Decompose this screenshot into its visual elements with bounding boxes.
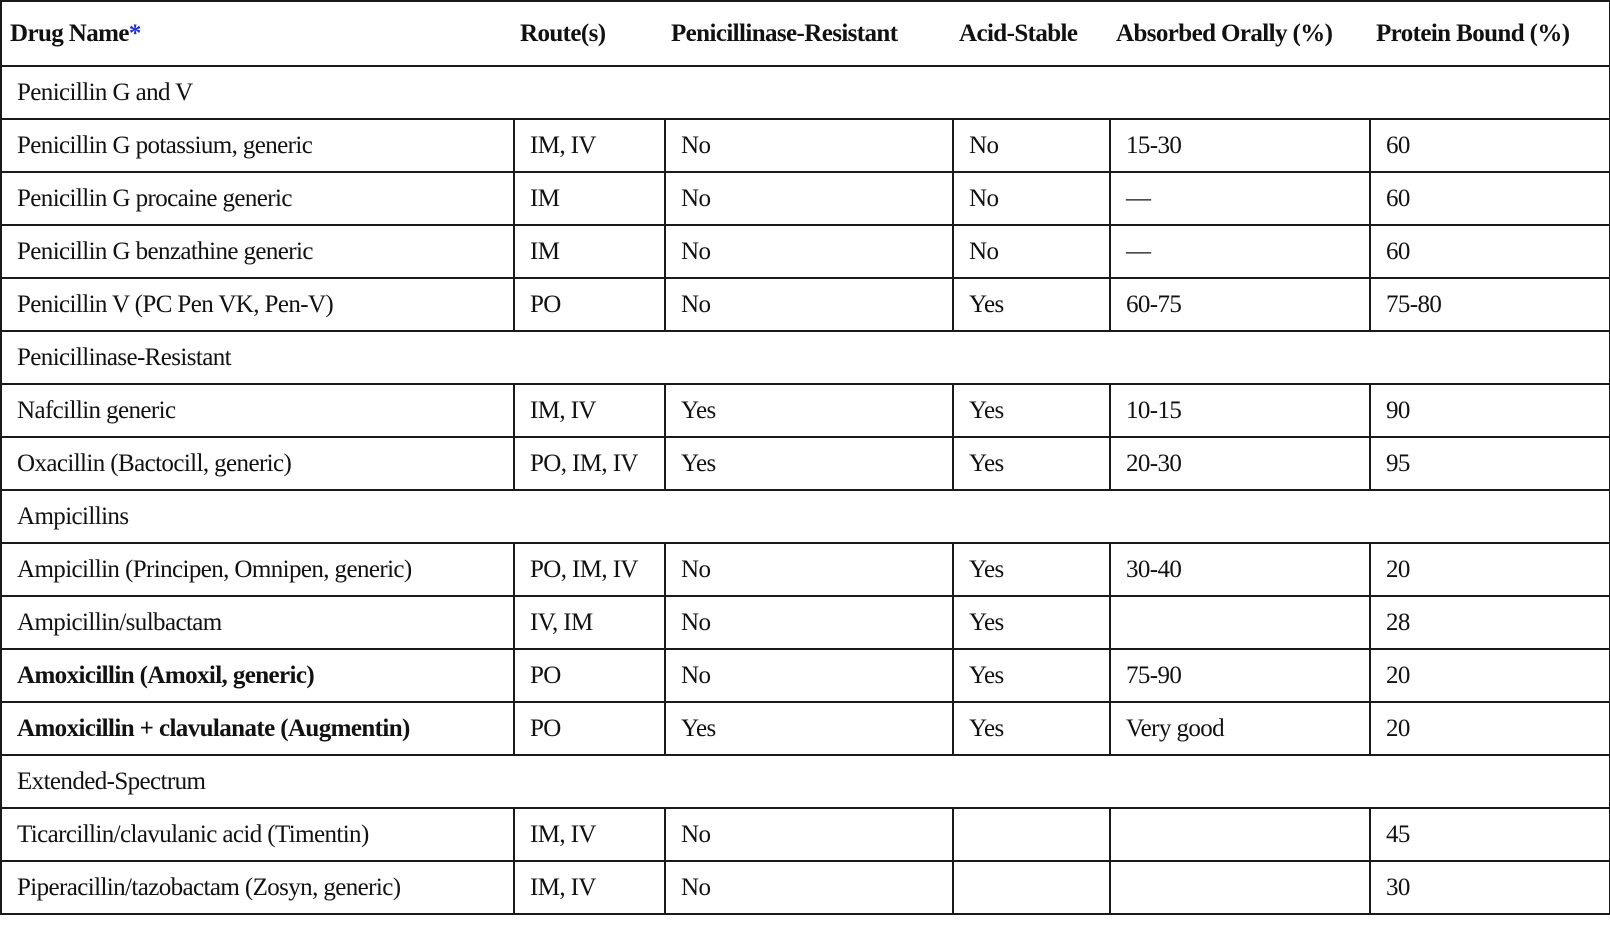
- routes-cell: IM, IV: [514, 808, 665, 861]
- table-row: [1, 384, 1610, 437]
- group-label: Penicillin G and V: [1, 66, 1610, 119]
- protein-bound-cell: 28: [1370, 596, 1610, 649]
- penicillinase-resistant-cell: No: [665, 172, 953, 225]
- routes-cell: IV, IM: [514, 596, 665, 649]
- group-label: Penicillinase-Resistant: [1, 331, 1610, 384]
- footnote-marker[interactable]: *: [128, 19, 141, 47]
- absorbed-orally-cell: 15-30: [1110, 119, 1370, 172]
- routes-cell: IM, IV: [514, 861, 665, 914]
- routes-cell: PO: [514, 278, 665, 331]
- header-penicillinase-resistant: Penicillinase-Resistant: [665, 1, 953, 66]
- penicillinase-resistant-cell: No: [665, 649, 953, 702]
- penicillinase-resistant-cell: No: [665, 808, 953, 861]
- table-row: [1, 119, 1610, 172]
- acid-stable-cell: [953, 808, 1110, 861]
- absorbed-orally-cell: [1110, 861, 1370, 914]
- drug-name-cell: Penicillin G potassium, generic: [1, 119, 514, 172]
- protein-bound-cell: 30: [1370, 861, 1610, 914]
- absorbed-orally-cell: 30-40: [1110, 543, 1370, 596]
- header-row: [1, 1, 1610, 66]
- absorbed-orally-cell: —: [1110, 225, 1370, 278]
- protein-bound-cell: 60: [1370, 172, 1610, 225]
- protein-bound-cell: 20: [1370, 702, 1610, 755]
- table-row: [1, 649, 1610, 702]
- acid-stable-cell: Yes: [953, 543, 1110, 596]
- protein-bound-cell: 90: [1370, 384, 1610, 437]
- table-row: [1, 808, 1610, 861]
- absorbed-orally-cell: 75-90: [1110, 649, 1370, 702]
- acid-stable-cell: No: [953, 172, 1110, 225]
- header-drug-name: [1, 1, 514, 66]
- absorbed-orally-cell: [1110, 808, 1370, 861]
- drug-name-cell: Penicillin G benzathine generic: [1, 225, 514, 278]
- drug-name-cell: Amoxicillin + clavulanate (Augmentin): [1, 702, 514, 755]
- acid-stable-cell: [953, 861, 1110, 914]
- penicillinase-resistant-cell: No: [665, 119, 953, 172]
- protein-bound-cell: 45: [1370, 808, 1610, 861]
- group-row-ampicillins: [1, 490, 1610, 543]
- header-protein-bound: Protein Bound (%): [1370, 1, 1610, 66]
- routes-cell: IM: [514, 225, 665, 278]
- group-row-penicillinase-resistant: [1, 331, 1610, 384]
- table-row: [1, 437, 1610, 490]
- drug-name-cell: Penicillin V (PC Pen VK, Pen-V): [1, 278, 514, 331]
- drug-name-cell: Piperacillin/tazobactam (Zosyn, generic): [1, 861, 514, 914]
- header-drug-name-label: Drug Name: [10, 19, 129, 47]
- drug-name-cell: Penicillin G procaine generic: [1, 172, 514, 225]
- group-label: Ampicillins: [1, 490, 1610, 543]
- acid-stable-cell: Yes: [953, 702, 1110, 755]
- protein-bound-cell: 60: [1370, 225, 1610, 278]
- penicillinase-resistant-cell: No: [665, 861, 953, 914]
- acid-stable-cell: Yes: [953, 596, 1110, 649]
- header-routes: Route(s): [514, 1, 665, 66]
- routes-cell: PO: [514, 702, 665, 755]
- routes-cell: PO: [514, 649, 665, 702]
- protein-bound-cell: 75-80: [1370, 278, 1610, 331]
- penicillinase-resistant-cell: Yes: [665, 384, 953, 437]
- penicillinase-resistant-cell: Yes: [665, 702, 953, 755]
- group-row-extended-spectrum: [1, 755, 1610, 808]
- drug-name-cell: Oxacillin (Bactocill, generic): [1, 437, 514, 490]
- penicillinase-resistant-cell: No: [665, 278, 953, 331]
- penicillinase-resistant-cell: No: [665, 596, 953, 649]
- routes-cell: PO, IM, IV: [514, 543, 665, 596]
- table-row: [1, 702, 1610, 755]
- acid-stable-cell: Yes: [953, 649, 1110, 702]
- penicillinase-resistant-cell: Yes: [665, 437, 953, 490]
- absorbed-orally-cell: Very good: [1110, 702, 1370, 755]
- table-row: [1, 596, 1610, 649]
- absorbed-orally-cell: 60-75: [1110, 278, 1370, 331]
- protein-bound-cell: 95: [1370, 437, 1610, 490]
- protein-bound-cell: 20: [1370, 543, 1610, 596]
- table-row: [1, 278, 1610, 331]
- table-row: [1, 543, 1610, 596]
- absorbed-orally-cell: 10-15: [1110, 384, 1370, 437]
- protein-bound-cell: 60: [1370, 119, 1610, 172]
- drug-name-cell: Ticarcillin/clavulanic acid (Timentin): [1, 808, 514, 861]
- protein-bound-cell: 20: [1370, 649, 1610, 702]
- drug-name-cell: Ampicillin/sulbactam: [1, 596, 514, 649]
- acid-stable-cell: No: [953, 225, 1110, 278]
- routes-cell: IM: [514, 172, 665, 225]
- drug-name-cell: Nafcillin generic: [1, 384, 514, 437]
- drug-name-cell: Amoxicillin (Amoxil, generic): [1, 649, 514, 702]
- penicillinase-resistant-cell: No: [665, 225, 953, 278]
- header-acid-stable: Acid-Stable: [953, 1, 1110, 66]
- header-absorbed-orally: Absorbed Orally (%): [1110, 1, 1370, 66]
- drug-name-cell: Ampicillin (Principen, Omnipen, generic): [1, 543, 514, 596]
- acid-stable-cell: Yes: [953, 384, 1110, 437]
- acid-stable-cell: Yes: [953, 278, 1110, 331]
- penicillinase-resistant-cell: No: [665, 543, 953, 596]
- absorbed-orally-cell: [1110, 596, 1370, 649]
- acid-stable-cell: No: [953, 119, 1110, 172]
- absorbed-orally-cell: —: [1110, 172, 1370, 225]
- group-label: Extended-Spectrum: [1, 755, 1610, 808]
- absorbed-orally-cell: 20-30: [1110, 437, 1370, 490]
- routes-cell: PO, IM, IV: [514, 437, 665, 490]
- table-row: [1, 225, 1610, 278]
- table-row: [1, 172, 1610, 225]
- table-row: [1, 861, 1610, 914]
- group-row-penicillin-g-v: [1, 66, 1610, 119]
- routes-cell: IM, IV: [514, 384, 665, 437]
- acid-stable-cell: Yes: [953, 437, 1110, 490]
- routes-cell: IM, IV: [514, 119, 665, 172]
